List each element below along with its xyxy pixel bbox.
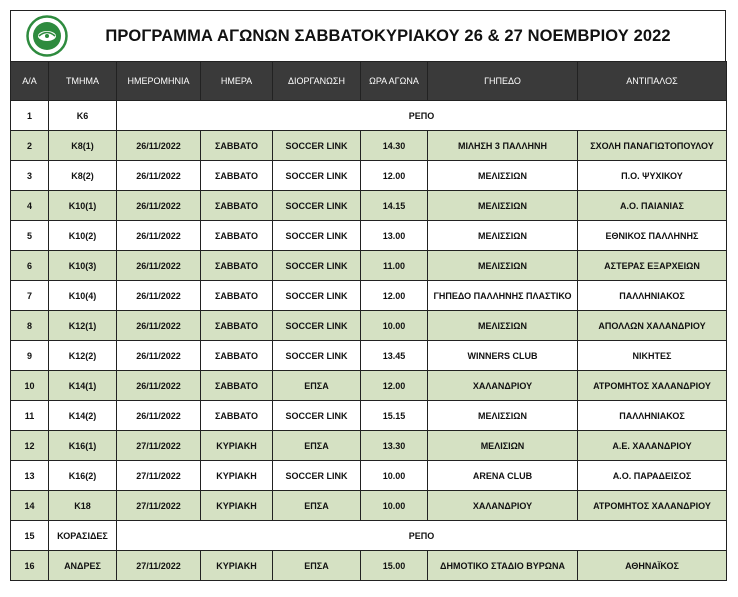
- league-cell: SOCCER LINK: [273, 251, 361, 281]
- team-cell: Κ10(3): [49, 251, 117, 281]
- opponent-cell: ΑΣΤΕΡΑΣ ΕΞΑΡΧΕΙΩΝ: [578, 251, 727, 281]
- time-cell: 13.45: [361, 341, 428, 371]
- league-cell: ΕΠΣΑ: [273, 491, 361, 521]
- team-cell: Κ10(1): [49, 191, 117, 221]
- table-row: [11, 521, 727, 551]
- table-row: [11, 161, 727, 191]
- day-cell: ΚΥΡΙΑΚΗ: [201, 461, 273, 491]
- row-number: 5: [11, 221, 49, 251]
- table-row: [11, 131, 727, 161]
- time-cell: 12.00: [361, 371, 428, 401]
- venue-cell: ΜΕΛΙΣΣΙΩΝ: [428, 161, 578, 191]
- time-cell: 10.00: [361, 311, 428, 341]
- row-number: 10: [11, 371, 49, 401]
- opponent-cell: ΠΑΛΛΗΝΙΑΚΟΣ: [578, 281, 727, 311]
- venue-cell: ΜΕΛΙΣΣΙΩΝ: [428, 191, 578, 221]
- team-cell: Κ6: [49, 101, 117, 131]
- time-cell: 12.00: [361, 161, 428, 191]
- table-row: [11, 401, 727, 431]
- date-cell: 26/11/2022: [117, 161, 201, 191]
- opponent-cell: Π.Ο. ΨΥΧΙΚΟΥ: [578, 161, 727, 191]
- opponent-cell: ΑΠΟΛΛΩΝ ΧΑΛΑΝΔΡΙΟΥ: [578, 311, 727, 341]
- table-body: [11, 101, 727, 581]
- column-header: ΓΗΠΕΔΟ: [428, 62, 578, 101]
- venue-cell: ΜΕΛΙΣΣΙΩΝ: [428, 221, 578, 251]
- table-row: [11, 101, 727, 131]
- time-cell: 11.00: [361, 251, 428, 281]
- row-number: 14: [11, 491, 49, 521]
- day-cell: ΣΑΒΒΑΤΟ: [201, 371, 273, 401]
- column-header: ΗΜΕΡΟΜΗΝΙΑ: [117, 62, 201, 101]
- table-row: [11, 251, 727, 281]
- team-cell: Κ8(2): [49, 161, 117, 191]
- column-header: ΑΝΤΙΠΑΛΟΣ: [578, 62, 727, 101]
- team-cell: ΑΝΔΡΕΣ: [49, 551, 117, 581]
- time-cell: 14.15: [361, 191, 428, 221]
- team-cell: Κ12(2): [49, 341, 117, 371]
- day-cell: ΣΑΒΒΑΤΟ: [201, 191, 273, 221]
- venue-cell: ΔΗΜΟΤΙΚΟ ΣΤΑΔΙΟ ΒΥΡΩΝΑ: [428, 551, 578, 581]
- team-cell: ΚΟΡΑΣΙΔΕΣ: [49, 521, 117, 551]
- day-cell: ΣΑΒΒΑΤΟ: [201, 311, 273, 341]
- date-cell: 26/11/2022: [117, 131, 201, 161]
- venue-cell: ΧΑΛΑΝΔΡΙΟΥ: [428, 491, 578, 521]
- league-cell: SOCCER LINK: [273, 461, 361, 491]
- opponent-cell: Α.Ο. ΠΑΡΑΔΕΙΣΟΣ: [578, 461, 727, 491]
- column-header: ΩΡΑ ΑΓΩΝΑ: [361, 62, 428, 101]
- table-row: [11, 371, 727, 401]
- team-cell: Κ8(1): [49, 131, 117, 161]
- venue-cell: ΜΕΛΙΣΣΙΩΝ: [428, 311, 578, 341]
- opponent-cell: ΑΤΡΟΜΗΤΟΣ ΧΑΛΑΝΔΡΙΟΥ: [578, 491, 727, 521]
- venue-cell: ΜΙΛΗΣΗ 3 ΠΑΛΛΗΝΗ: [428, 131, 578, 161]
- time-cell: 13.30: [361, 431, 428, 461]
- opponent-cell: ΕΘΝΙΚΟΣ ΠΑΛΛΗΝΗΣ: [578, 221, 727, 251]
- team-cell: Κ16(2): [49, 461, 117, 491]
- team-cell: Κ14(1): [49, 371, 117, 401]
- rest-day-cell: ΡΕΠΟ: [117, 101, 727, 131]
- time-cell: 15.00: [361, 551, 428, 581]
- league-cell: SOCCER LINK: [273, 281, 361, 311]
- team-cell: Κ12(1): [49, 311, 117, 341]
- row-number: 11: [11, 401, 49, 431]
- league-cell: SOCCER LINK: [273, 131, 361, 161]
- opponent-cell: Α.Ε. ΧΑΛΑΝΔΡΙΟΥ: [578, 431, 727, 461]
- league-cell: ΕΠΣΑ: [273, 431, 361, 461]
- table-header-row: [11, 62, 727, 101]
- column-header: ΔΙΟΡΓΑΝΩΣΗ: [273, 62, 361, 101]
- table-row: [11, 191, 727, 221]
- league-cell: SOCCER LINK: [273, 221, 361, 251]
- time-cell: 15.15: [361, 401, 428, 431]
- venue-cell: WINNERS CLUB: [428, 341, 578, 371]
- opponent-cell: Α.Ο. ΠΑΙΑΝΙΑΣ: [578, 191, 727, 221]
- row-number: 2: [11, 131, 49, 161]
- row-number: 6: [11, 251, 49, 281]
- row-number: 13: [11, 461, 49, 491]
- opponent-cell: ΑΘΗΝΑΪΚΟΣ: [578, 551, 727, 581]
- time-cell: 12.00: [361, 281, 428, 311]
- opponent-cell: ΝΙΚΗΤΕΣ: [578, 341, 727, 371]
- date-cell: 26/11/2022: [117, 311, 201, 341]
- day-cell: ΣΑΒΒΑΤΟ: [201, 281, 273, 311]
- league-cell: SOCCER LINK: [273, 341, 361, 371]
- day-cell: ΚΥΡΙΑΚΗ: [201, 551, 273, 581]
- club-crest-icon: [25, 15, 69, 57]
- team-cell: Κ14(2): [49, 401, 117, 431]
- date-cell: 27/11/2022: [117, 551, 201, 581]
- day-cell: ΣΑΒΒΑΤΟ: [201, 161, 273, 191]
- league-cell: SOCCER LINK: [273, 311, 361, 341]
- league-cell: SOCCER LINK: [273, 191, 361, 221]
- venue-cell: ΜΕΛΙΣΣΙΩΝ: [428, 401, 578, 431]
- day-cell: ΚΥΡΙΑΚΗ: [201, 491, 273, 521]
- venue-cell: ARENA CLUB: [428, 461, 578, 491]
- date-cell: 26/11/2022: [117, 281, 201, 311]
- venue-cell: ΜΕΛΙΣΙΩΝ: [428, 431, 578, 461]
- row-number: 1: [11, 101, 49, 131]
- row-number: 16: [11, 551, 49, 581]
- row-number: 8: [11, 311, 49, 341]
- date-cell: 26/11/2022: [117, 371, 201, 401]
- table-row: [11, 281, 727, 311]
- column-header: Α/Α: [11, 62, 49, 101]
- row-number: 3: [11, 161, 49, 191]
- team-cell: Κ18: [49, 491, 117, 521]
- row-number: 12: [11, 431, 49, 461]
- team-cell: Κ16(1): [49, 431, 117, 461]
- column-header: ΤΜΗΜΑ: [49, 62, 117, 101]
- date-cell: 27/11/2022: [117, 461, 201, 491]
- day-cell: ΣΑΒΒΑΤΟ: [201, 251, 273, 281]
- day-cell: ΣΑΒΒΑΤΟ: [201, 341, 273, 371]
- date-cell: 27/11/2022: [117, 491, 201, 521]
- time-cell: 10.00: [361, 461, 428, 491]
- day-cell: ΣΑΒΒΑΤΟ: [201, 131, 273, 161]
- time-cell: 10.00: [361, 491, 428, 521]
- team-cell: Κ10(2): [49, 221, 117, 251]
- column-header: ΗΜΕΡΑ: [201, 62, 273, 101]
- rest-day-cell: ΡΕΠΟ: [117, 521, 727, 551]
- day-cell: ΣΑΒΒΑΤΟ: [201, 221, 273, 251]
- date-cell: 27/11/2022: [117, 431, 201, 461]
- date-cell: 26/11/2022: [117, 221, 201, 251]
- title-row: [10, 10, 726, 61]
- league-cell: SOCCER LINK: [273, 161, 361, 191]
- league-cell: ΕΠΣΑ: [273, 551, 361, 581]
- table-row: [11, 491, 727, 521]
- opponent-cell: ΠΑΛΛΗΝΙΑΚΟΣ: [578, 401, 727, 431]
- league-cell: ΕΠΣΑ: [273, 371, 361, 401]
- team-cell: Κ10(4): [49, 281, 117, 311]
- schedule-sheet: [10, 10, 726, 581]
- schedule-table: [10, 61, 727, 581]
- time-cell: 13.00: [361, 221, 428, 251]
- day-cell: ΣΑΒΒΑΤΟ: [201, 401, 273, 431]
- date-cell: 26/11/2022: [117, 401, 201, 431]
- day-cell: ΚΥΡΙΑΚΗ: [201, 431, 273, 461]
- date-cell: 26/11/2022: [117, 191, 201, 221]
- league-cell: SOCCER LINK: [273, 401, 361, 431]
- table-row: [11, 551, 727, 581]
- page-title: ΠΡΟΓΡΑΜΜΑ ΑΓΩΝΩΝ ΣΑΒΒΑΤΟΚΥΡΙΑΚΟΥ 26 & 27 ΝΟΕΜΒΡΙΟΥ 2022: [105, 26, 671, 45]
- row-number: 4: [11, 191, 49, 221]
- venue-cell: ΜΕΛΙΣΣΙΩΝ: [428, 251, 578, 281]
- venue-cell: ΓΗΠΕΔΟ ΠΑΛΛΗΝΗΣ ΠΛΑΣΤΙΚΟ: [428, 281, 578, 311]
- table-row: [11, 221, 727, 251]
- date-cell: 26/11/2022: [117, 341, 201, 371]
- row-number: 7: [11, 281, 49, 311]
- date-cell: 26/11/2022: [117, 251, 201, 281]
- row-number: 9: [11, 341, 49, 371]
- opponent-cell: ΣΧΟΛΗ ΠΑΝΑΓΙΩΤΟΠΟΥΛΟΥ: [578, 131, 727, 161]
- row-number: 15: [11, 521, 49, 551]
- table-row: [11, 461, 727, 491]
- table-row: [11, 341, 727, 371]
- venue-cell: ΧΑΛΑΝΔΡΙΟΥ: [428, 371, 578, 401]
- table-row: [11, 431, 727, 461]
- time-cell: 14.30: [361, 131, 428, 161]
- table-row: [11, 311, 727, 341]
- opponent-cell: ΑΤΡΟΜΗΤΟΣ ΧΑΛΑΝΔΡΙΟΥ: [578, 371, 727, 401]
